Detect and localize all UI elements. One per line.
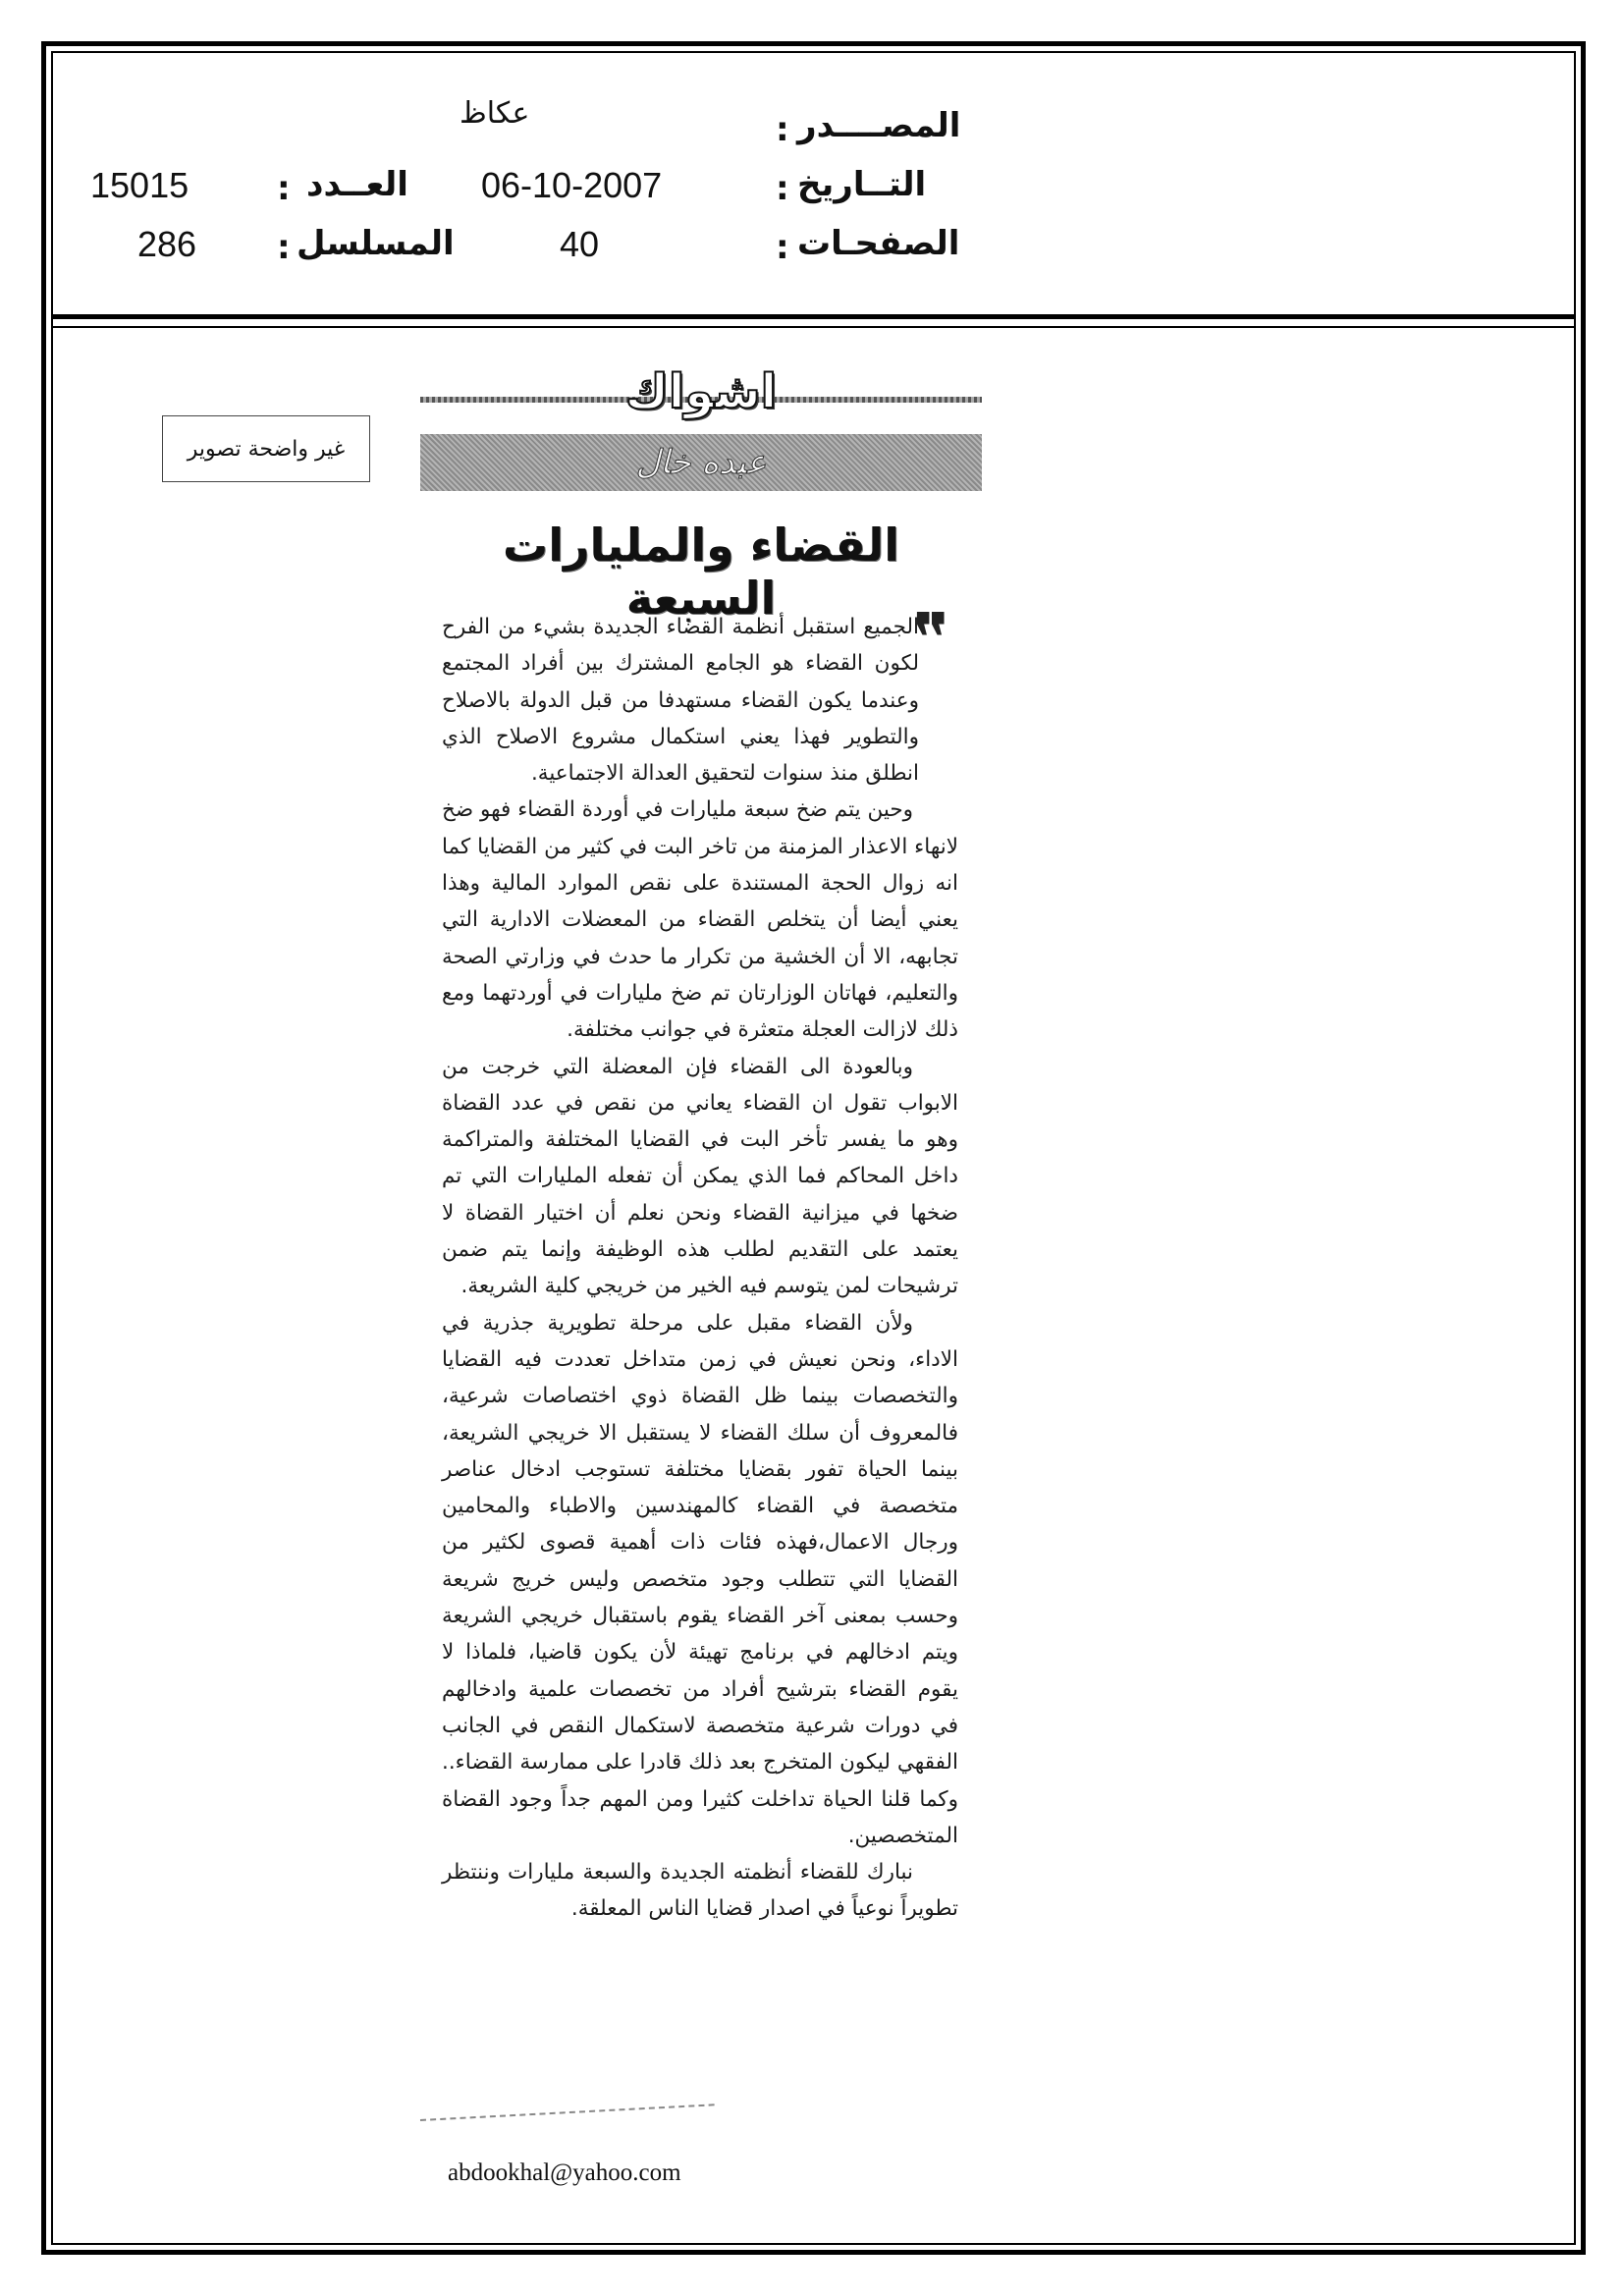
article-title: القضاء والمليارات السبعة <box>502 519 900 625</box>
scan-quality-note: غير واضحة تصوير <box>162 415 370 482</box>
issue-label: العــدد <box>306 165 408 204</box>
handwritten-line <box>420 2104 715 2121</box>
date-colon: : <box>776 169 789 208</box>
issue-value: 15015 <box>90 165 189 205</box>
author-byline <box>420 434 982 491</box>
pages-colon: : <box>776 228 789 267</box>
author-email: abdookhal@yahoo.com <box>448 2159 681 2186</box>
serial-value: 286 <box>137 224 197 264</box>
paragraph: الجميع استقبل أنظمة القضاء الجديدة بشيء من الفرح لكون القضاء هو الجامع المشترك بين أفراد المجتمع وعندما يكون القضاء مستهدفا من قبل الدولة بالاصلاح والتطوير فهذا يعني استكمال مشروع الاصلاح الذي انطلق منذ سنوات لتحقيق العدالة الاجتماعية. <box>442 615 919 787</box>
source-value: عكاظ <box>460 96 530 131</box>
paragraph: وبالعودة الى القضاء فإن المعضلة التي خرجت من الابواب تقول ان القضاء يعاني من نقص في عدد القضاة وهو ما يفسر تأخر البت في القضايا المختلفة والمتراكمة داخل المحاكم فما الذي يمكن أن تفعله المليارات التي تم ضخها في ميزانية القضاء ونحن نعلم أن اختيار القضاة لا يعتمد على التقديم لطلب هذه الوظيفة وإنما يتم ضمن ترشيحات لمن يتوسم فيه الخير من خريجي كلية الشريعة. <box>442 1054 958 1299</box>
source-colon: : <box>776 110 789 149</box>
quote-icon: ❞ <box>911 598 948 679</box>
column-logo-text: اشواك <box>624 364 778 419</box>
date-label: التــاريخ <box>797 165 927 204</box>
issue-colon: : <box>277 169 291 208</box>
serial-colon: : <box>277 228 291 267</box>
source-label: المصــــدر <box>797 106 961 145</box>
column-logo <box>420 361 982 422</box>
serial-label: المسلسل <box>297 224 455 263</box>
header-divider <box>51 314 1576 319</box>
author-name: عبده خال <box>635 443 767 482</box>
pages-label: الصفحـات <box>797 224 960 263</box>
article-body <box>442 598 958 1928</box>
header-divider-thin <box>51 326 1576 328</box>
newspaper-clipping <box>420 361 982 2208</box>
paragraph: وحين يتم ضخ سبعة مليارات في أوردة القضاء فهو ضخ لانهاء الاعذار المزمنة من تاخر البت في كثير من القضايا كما انه زوال الحجة المستندة على نقص الموارد المالية وهذا يعني أيضا أن يتخلص القضاء من المعضلات الادارية التي تجابهه، الا أن الخشية من تكرار ما حدث في وزارتي الصحة والتعليم، فهاتان الوزارتان تم ضخ مليارات في أوردتهما ومع ذلك لازالت العجلة متعثرة في جوانب مختلفة. <box>442 797 958 1043</box>
paragraph: ولأن القضاء مقبل على مرحلة تطويرية جذرية في الاداء، ونحن نعيش في زمن متداخل تعددت فيه القضايا والتخصصات بينما ظل القضاة ذوي اختصاصات شرعية، فالمعروف أن سلك القضاء لا يستقبل الا خريجي الشريعة، بينما الحياة تفور بقضايا مختلفة تستوجب ادخال عناصر متخصصة في القضاء كالمهندسين والاطباء والمحامين ورجال الاعمال،فهذه فئات ذات أهمية قصوى لكثير من القضايا التي تتطلب وجود متخصص وليس خريج شريعة وحسب بمعنى آخر القضاء يقوم باستقبال خريجي الشريعة ويتم ادخالهم في برنامج تهيئة لأن يكون قاضيا، فلماذا لا يقوم القضاء بترشيح أفراد من تخصصات علمية وادخالهم في دورات شرعية متخصصة لاستكمال النقص في الجانب الفقهي ليكون المتخرج بعد ذلك قادرا على ممارسة القضاء.. وكما قلنا الحياة تداخلت كثيرا ومن المهم جداً وجود القضاة المتخصصين. <box>442 1310 958 1848</box>
date-value: 06-10-2007 <box>481 165 663 205</box>
pages-value: 40 <box>560 224 600 264</box>
paragraph: نبارك للقضاء أنظمته الجديدة والسبعة مليارات وننتظر تطويراً نوعياً في اصدار قضايا الناس المعلقة. <box>442 1860 958 1922</box>
